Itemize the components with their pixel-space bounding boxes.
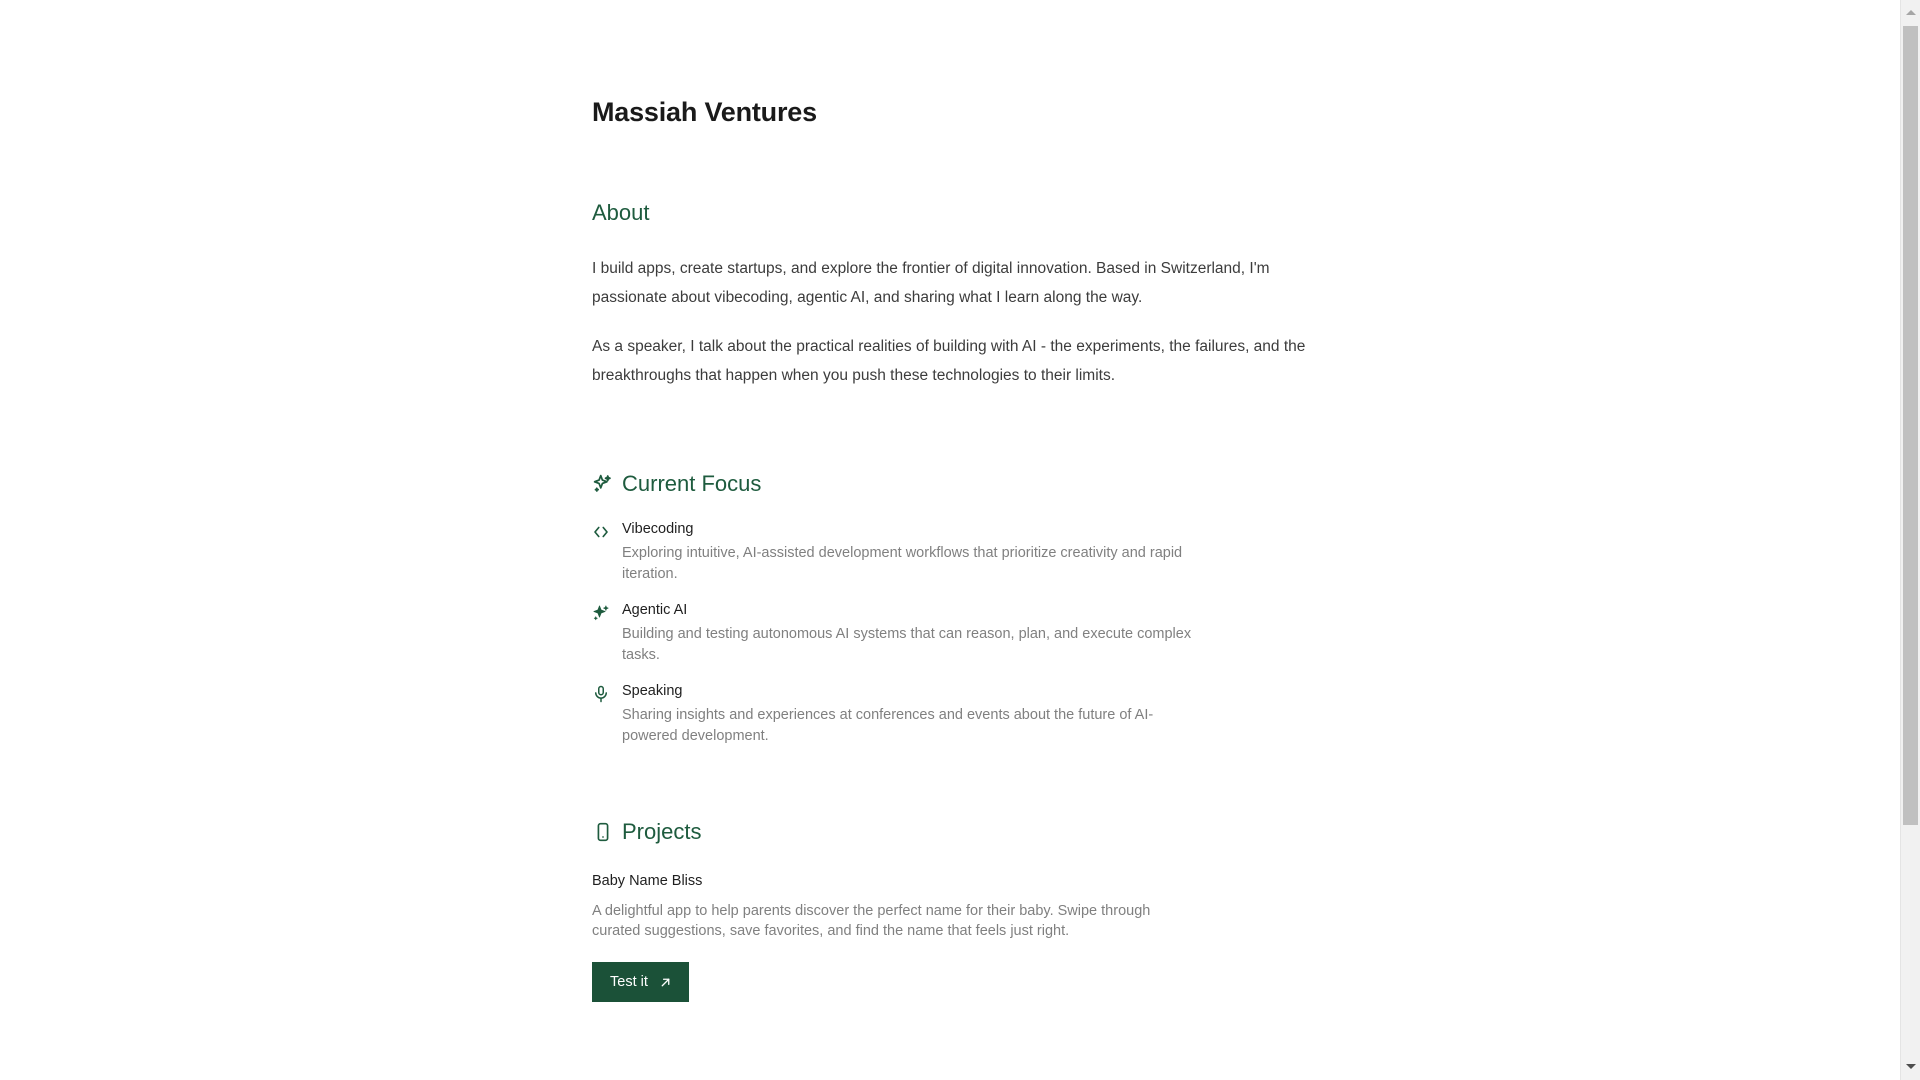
project-title: Baby Name Bliss [592,872,703,889]
sparkles-icon [592,473,613,494]
current-focus-section [592,470,1332,747]
sparkles-icon [592,604,610,622]
about-heading-label: About [592,200,650,226]
focus-item-body [622,600,1332,665]
scrollbar-thumb[interactable] [1903,26,1918,825]
main-content [592,0,1332,1002]
page-scrollbar[interactable] [1900,0,1920,1080]
page-title: Massiah Ventures [592,97,817,127]
projects-heading [592,818,1332,846]
current-focus-heading-label: Current Focus [622,470,762,496]
code-brackets-icon [592,523,610,541]
focus-item-speaking [592,681,1332,746]
focus-item-title: Agentic AI [622,602,688,619]
focus-item-body [622,519,1332,584]
projects-section [592,818,1332,1002]
focus-item-title: Vibecoding [622,521,694,538]
focus-item-agentic-ai [592,600,1332,665]
about-paragraph-2: As a speaker, I talk about the practical realities of building with AI - the experiments, the failures, and the breakthroughs that happen when you push these technologies to their limits. [592,337,1306,385]
smartphone-icon [592,822,613,843]
focus-item-description: Sharing insights and experiences at conferences and events about the future of AI-powered development. [622,707,1154,744]
microphone-icon [592,685,610,703]
scroll-down-triangle [1906,1064,1916,1069]
scroll-down-arrow-icon[interactable] [1901,1056,1920,1076]
about-paragraph-1: I build apps, create startups, and explore the frontier of digital innovation. Based in Switzerland, I'm passionate about vibecoding, agentic AI, and sharing what I learn along the way. [592,259,1270,307]
project-card-baby-name-bliss [592,871,1332,1003]
test-it-button[interactable] [592,962,689,1003]
focus-item-vibecoding [592,519,1332,584]
focus-item-title: Speaking [622,683,683,700]
focus-item-description: Building and testing autonomous AI systems that can reason, plan, and execute complex tasks. [622,626,1192,663]
projects-heading-label: Projects [622,819,702,845]
current-focus-list [592,519,1332,746]
current-focus-heading [592,470,1332,498]
external-link-arrow-icon [659,976,672,989]
about-heading [592,199,1332,227]
scroll-up-triangle [1906,10,1916,15]
focus-item-description: Exploring intuitive, AI-assisted development workflows that prioritize creativity and rapid iteration. [622,545,1183,582]
project-description: A delightful app to help parents discover the perfect name for their baby. Swipe through curated suggestions, save favorites, and find the name that feels just right. [592,902,1151,940]
test-it-button-label: Test it [610,973,648,990]
about-section [592,199,1332,391]
focus-item-body [622,681,1332,746]
scroll-up-arrow-icon[interactable] [1901,2,1920,22]
